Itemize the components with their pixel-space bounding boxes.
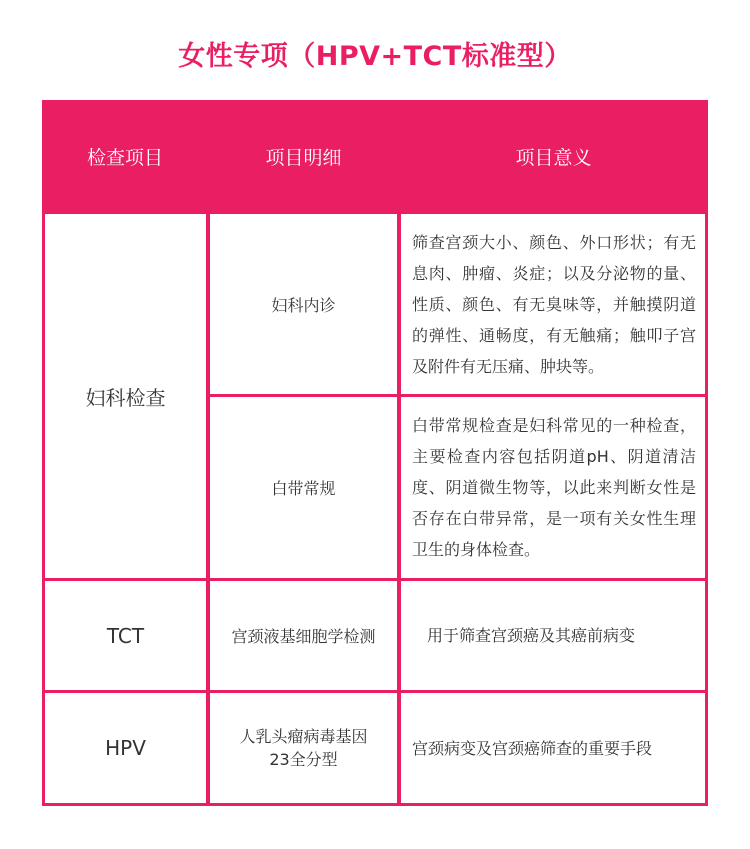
table-cell-detail: 妇科内诊 [210,214,397,394]
table-cell-detail: 人乳头瘤病毒基因23全分型 [210,693,397,803]
table-cell-meaning [401,397,705,578]
table-cell-detail: 宫颈液基细胞学检测 [210,581,397,690]
table-cell-detail: 白带常规 [210,397,397,578]
table-cell-category-tct: TCT [45,581,206,690]
page-title: 女性专项（HPV+TCT标准型） [178,41,572,72]
exam-table [42,100,708,806]
meaning-text: 白带常规检查是妇科常见的一种检查，主要检查内容包括阴道pH、阴道清洁度、阴道微生物等，以此来判断女性是否存在白带异常，是一项有关女性生理卫生的身体检查。 [412,416,696,559]
header-item-detail: 项目明细 [265,146,342,169]
meaning-text: 用于筛查宫颈癌及其癌前病变 [427,626,636,645]
table-cell-meaning [401,214,705,394]
table-cell-meaning [401,693,705,803]
meaning-text: 筛查宫颈大小、颜色、外口形状；有无息肉、肿瘤、炎症；以及分泌物的量、性质、颜色、有无臭味等，并触摸阴道的弹性、通畅度，有无触痛；触叩子宫及附件有无压痛、肿块等。 [412,232,696,376]
table-cell-category-gynecology: 妇科检查 [45,214,206,578]
header-item-meaning: 项目意义 [515,146,592,169]
header-exam-item: 检查项目 [86,146,163,169]
table-cell-category-hpv: HPV [45,693,206,803]
table-cell-meaning [401,581,705,690]
meaning-text: 宫颈病变及宫颈癌筛查的重要手段 [412,738,653,758]
